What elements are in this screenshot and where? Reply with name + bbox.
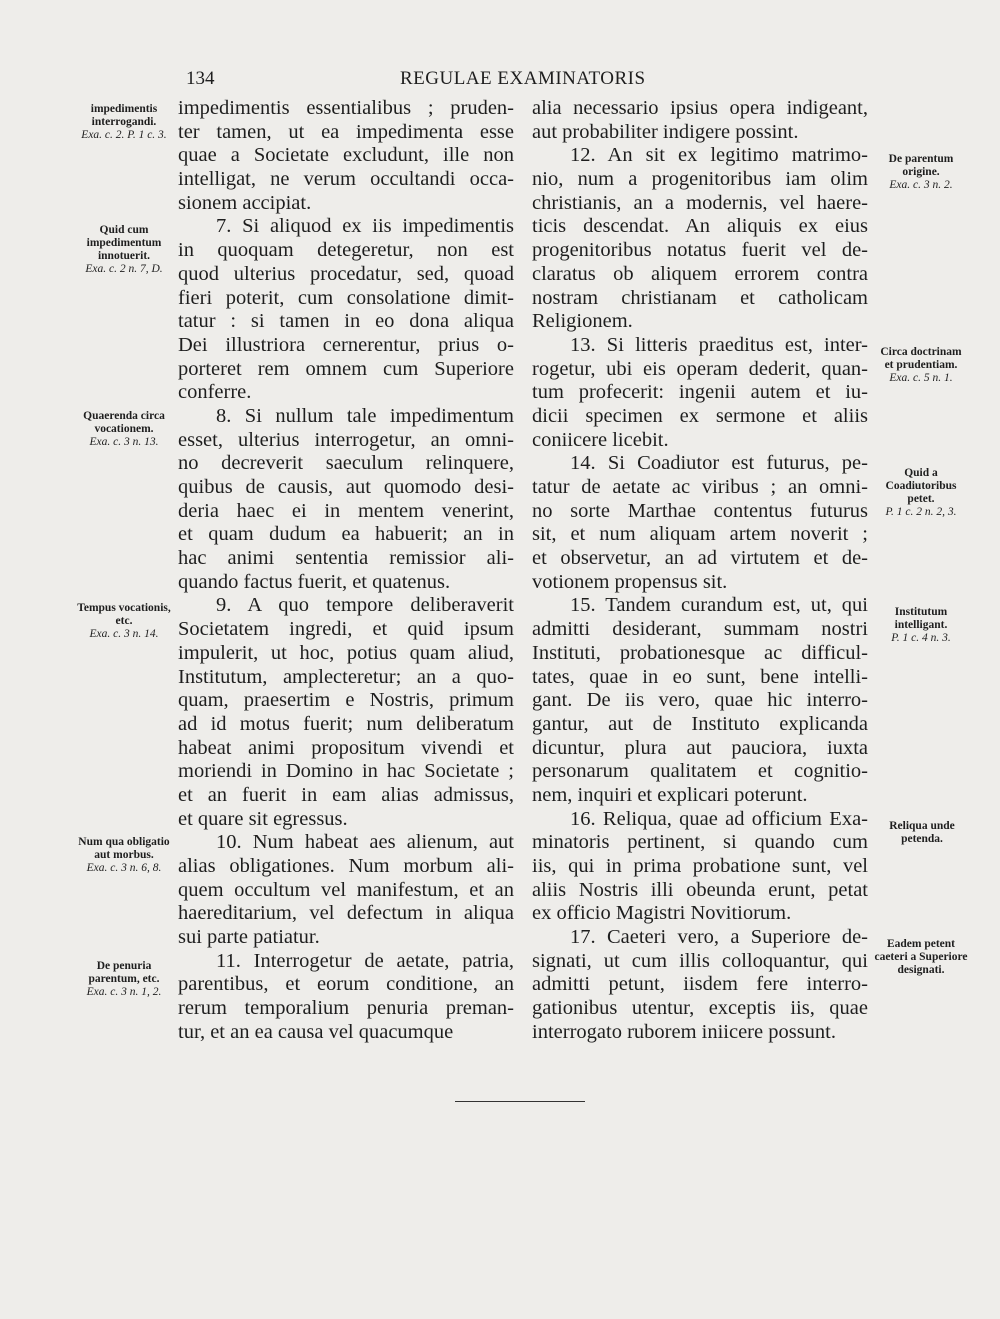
text-line: ter tamen, ut ea impedimenta esse (178, 120, 514, 143)
margin-note-ref: P. 1 c. 2 n. 2, 3. (885, 506, 957, 518)
text-line: Societatem ingredi, et quid ipsum (178, 618, 514, 641)
margin-note (876, 346, 966, 385)
text-line: gant. De iis vero, quae hic interro- (532, 689, 868, 712)
text-line: tur, et an ea causa vel quacumque (178, 1020, 454, 1043)
text-line: sionem accipiat. (178, 191, 312, 214)
text-line: quibus de causis, aut quomodo desi- (178, 476, 514, 498)
margin-note-text: Tempus vocationis, etc. (77, 602, 171, 627)
text-line: gantur, aut de Instituto explicanda (532, 712, 868, 735)
margin-note-text: De parentum origine. (888, 153, 954, 178)
margin-note-text: Circa doctrinam et prudentiam. (880, 346, 962, 371)
margin-note (78, 103, 170, 142)
text-line: quod ulterius procedatur, sed, quoad (178, 262, 514, 285)
text-line: coniicere licebit. (532, 428, 669, 451)
text-line: admitti petunt, iisdem fere interro- (532, 973, 868, 996)
text-line: dicuntur, plura aut pauciora, iuxta (532, 736, 868, 759)
text-line: 16. Reliqua, quae ad officium Exa- (570, 807, 868, 830)
text-line: minatoris pertinent, si quando cum (532, 831, 868, 854)
text-line: Dei illustriora cernerentur, prius o- (178, 333, 514, 356)
text-line: porteret rem omnem cum Superiore (178, 357, 514, 380)
text-line: iis, qui in prima probatione sunt, vel (532, 855, 868, 877)
text-line: sit, et num aliquam artem noverit ; (532, 523, 868, 546)
text-line: progenitoribus notatus fuerit vel de- (532, 239, 868, 262)
margin-note (874, 938, 968, 977)
left-text-column (178, 97, 514, 1045)
margin-note-text: Reliqua unde petenda. (889, 820, 955, 845)
text-line: rerum temporalium penuria preman- (178, 997, 514, 1020)
text-line: nem, inquiri et explicari poterunt. (532, 783, 808, 806)
margin-note-ref: Exa. c. 3 n. 6, 8. (86, 862, 162, 874)
text-line: no sorte Marthae contentus futurus (532, 499, 868, 522)
text-line: 12. An sit ex legitimo matrimo- (570, 144, 868, 167)
text-line: impedimentis essentialibus ; pruden- (178, 97, 514, 119)
margin-note (74, 836, 174, 875)
text-line: ticis descendat. An aliquis ex eius (532, 215, 868, 238)
margin-note (76, 224, 172, 276)
text-line: 10. Num habeat aes alienum, aut (216, 831, 514, 854)
text-line: signati, ut cum illis colloquantur, qui (532, 949, 868, 972)
margin-note (876, 153, 966, 192)
text-line: quae a Societate excludunt, ille non (178, 144, 514, 167)
text-line: alias obligationes. Num morbum ali- (178, 855, 514, 877)
margin-note-text: Quid cum impedimentum innotuerit. (86, 224, 162, 262)
margin-note-ref: Exa. c. 3 n. 14. (89, 628, 159, 640)
text-line: parentibus, et eorum conditione, an (178, 973, 514, 996)
page-header (0, 68, 1000, 98)
margin-note-ref: Exa. c. 5 n. 1. (889, 372, 953, 384)
text-line: alia necessario ipsius opera indigeant, (532, 97, 868, 119)
text-line: et quare sit egressus. (178, 807, 348, 830)
end-rule (455, 1101, 585, 1102)
margin-note (74, 960, 174, 999)
text-line: esset, ulterius interrogetur, an omni- (178, 428, 514, 451)
text-line: 13. Si litteris praeditus est, inter- (570, 333, 868, 356)
text-line: moriendi in Domino in hac Societate ; (178, 760, 514, 783)
text-line: tatur : si tamen in eo dona aliqua (178, 310, 514, 333)
text-line: quem occultum vel manifestum, et an (178, 878, 514, 901)
text-line: fieri poterit, cum consolatione dimit- (178, 286, 514, 309)
margin-note-text: impedimentis interrogandi. (90, 103, 158, 128)
text-line: sui parte patiatur. (178, 926, 320, 949)
text-line: impulerit, ut hoc, potius quam aliud, (178, 641, 514, 664)
text-line: Institutum, amplecteretur; an a quo- (178, 665, 514, 688)
margin-note-text: Institutum intelligant. (894, 606, 948, 631)
margin-note-text: Quaerenda circa vocationem. (83, 410, 165, 435)
text-line: deria haec ei in mentem venerint, (178, 499, 514, 522)
margin-note (876, 467, 966, 519)
text-line: ex officio Magistri Novitiorum. (532, 902, 792, 925)
text-line: Instituti, probationesque ac difficul- (532, 641, 868, 664)
text-line: votionem propensus sit. (532, 570, 728, 593)
margin-note-text: Num qua obligatio aut morbus. (78, 836, 170, 861)
text-line: gationibus utentur, exceptis iis, quae (532, 997, 868, 1020)
text-line: aut probabiliter indigere possint. (532, 120, 799, 143)
text-line: 14. Si Coadiutor est futurus, pe- (570, 452, 868, 475)
text-line: ad id motus fuerit; num deliberatum (178, 712, 514, 735)
margin-note-ref: P. 1 c. 4 n. 3. (891, 632, 951, 644)
text-line: christianis, an a modernis, vel haere- (532, 191, 868, 214)
margin-note-ref: Exa. c. 2 n. 7, D. (85, 263, 163, 275)
text-line: in quoquam detegeretur, non est (178, 239, 514, 262)
text-line: aliis Nostris illi obeunda erunt, petat (532, 878, 868, 901)
page-number: 134 (186, 68, 215, 89)
margin-note-text: De penuria parentum, etc. (88, 960, 160, 985)
text-line: intelligat, ne verum occultandi occa- (178, 168, 514, 191)
margin-note-ref: Exa. c. 3 n. 13. (89, 436, 159, 448)
text-line: 17. Caeteri vero, a Superiore de- (570, 926, 868, 949)
text-line: nio, num a progenitoribus iam olim (532, 168, 868, 191)
text-line: tates, quae in eo sunt, bene intelli- (532, 665, 868, 688)
text-line: quam, praesertim e Nostris, primum (178, 689, 514, 712)
text-line: tatur de aetate ac viribus ; an omni- (532, 476, 868, 498)
text-line: 15. Tandem curandum est, ut, qui (570, 594, 868, 617)
text-line: claratus ob aliquem errorem contra (532, 262, 868, 285)
text-line: Religionem. (532, 310, 633, 333)
text-line: interrogato ruborem iniicere possunt. (532, 1020, 836, 1043)
right-text-column (532, 97, 868, 1045)
margin-note-text: Eadem petent caeteri a Superiore designati. (874, 938, 968, 976)
margin-note (876, 820, 968, 846)
margin-note-ref: Exa. c. 3 n. 2. (889, 179, 953, 191)
running-title: REGULAE EXAMINATORIS (400, 68, 646, 89)
text-line: 7. Si aliquod ex iis impedimentis (216, 215, 514, 238)
text-line: 11. Interrogetur de aetate, patria, (216, 949, 514, 972)
text-line: 8. Si nullum tale impedimentum (216, 404, 514, 427)
text-line: admitti desiderant, summam nostri (532, 618, 868, 641)
text-line: nostram christianam et catholicam (532, 286, 868, 309)
margin-note-text: Quid a Coadiutoribus petet. (885, 467, 957, 505)
margin-note (74, 602, 174, 641)
text-line: no decreverit saeculum relinquere, (178, 452, 514, 475)
margin-note (876, 606, 966, 645)
text-line: rogetur, ubi eis operam dederit, quan- (532, 357, 868, 380)
text-line: quando factus fuerit, et quatenus. (178, 570, 451, 593)
text-line: et quam dudum ea habuerit; an in (178, 523, 514, 546)
text-line: dicii specimen ex sermone et aliis (532, 404, 868, 427)
text-line: habeat animi propositum vivendi et (178, 736, 514, 759)
margin-note-ref: Exa. c. 3 n. 1, 2. (86, 986, 162, 998)
text-line: tum profecerit: ingenii autem et iu- (532, 381, 868, 404)
margin-note-ref: Exa. c. 2. P. 1 c. 3. (81, 129, 167, 141)
text-line: conferre. (178, 381, 252, 404)
text-line: haereditarium, vel defectum in aliqua (178, 902, 514, 925)
text-line: hac animi sententia remissior ali- (178, 547, 514, 570)
text-line: personarum qualitatem et cognitio- (532, 760, 868, 783)
text-line: et observetur, an ad virtutem et de- (532, 547, 868, 570)
text-line: et an fuerit in eam alias admissus, (178, 783, 514, 806)
margin-note (78, 410, 170, 449)
text-line: 9. A quo tempore deliberaverit (216, 594, 514, 617)
